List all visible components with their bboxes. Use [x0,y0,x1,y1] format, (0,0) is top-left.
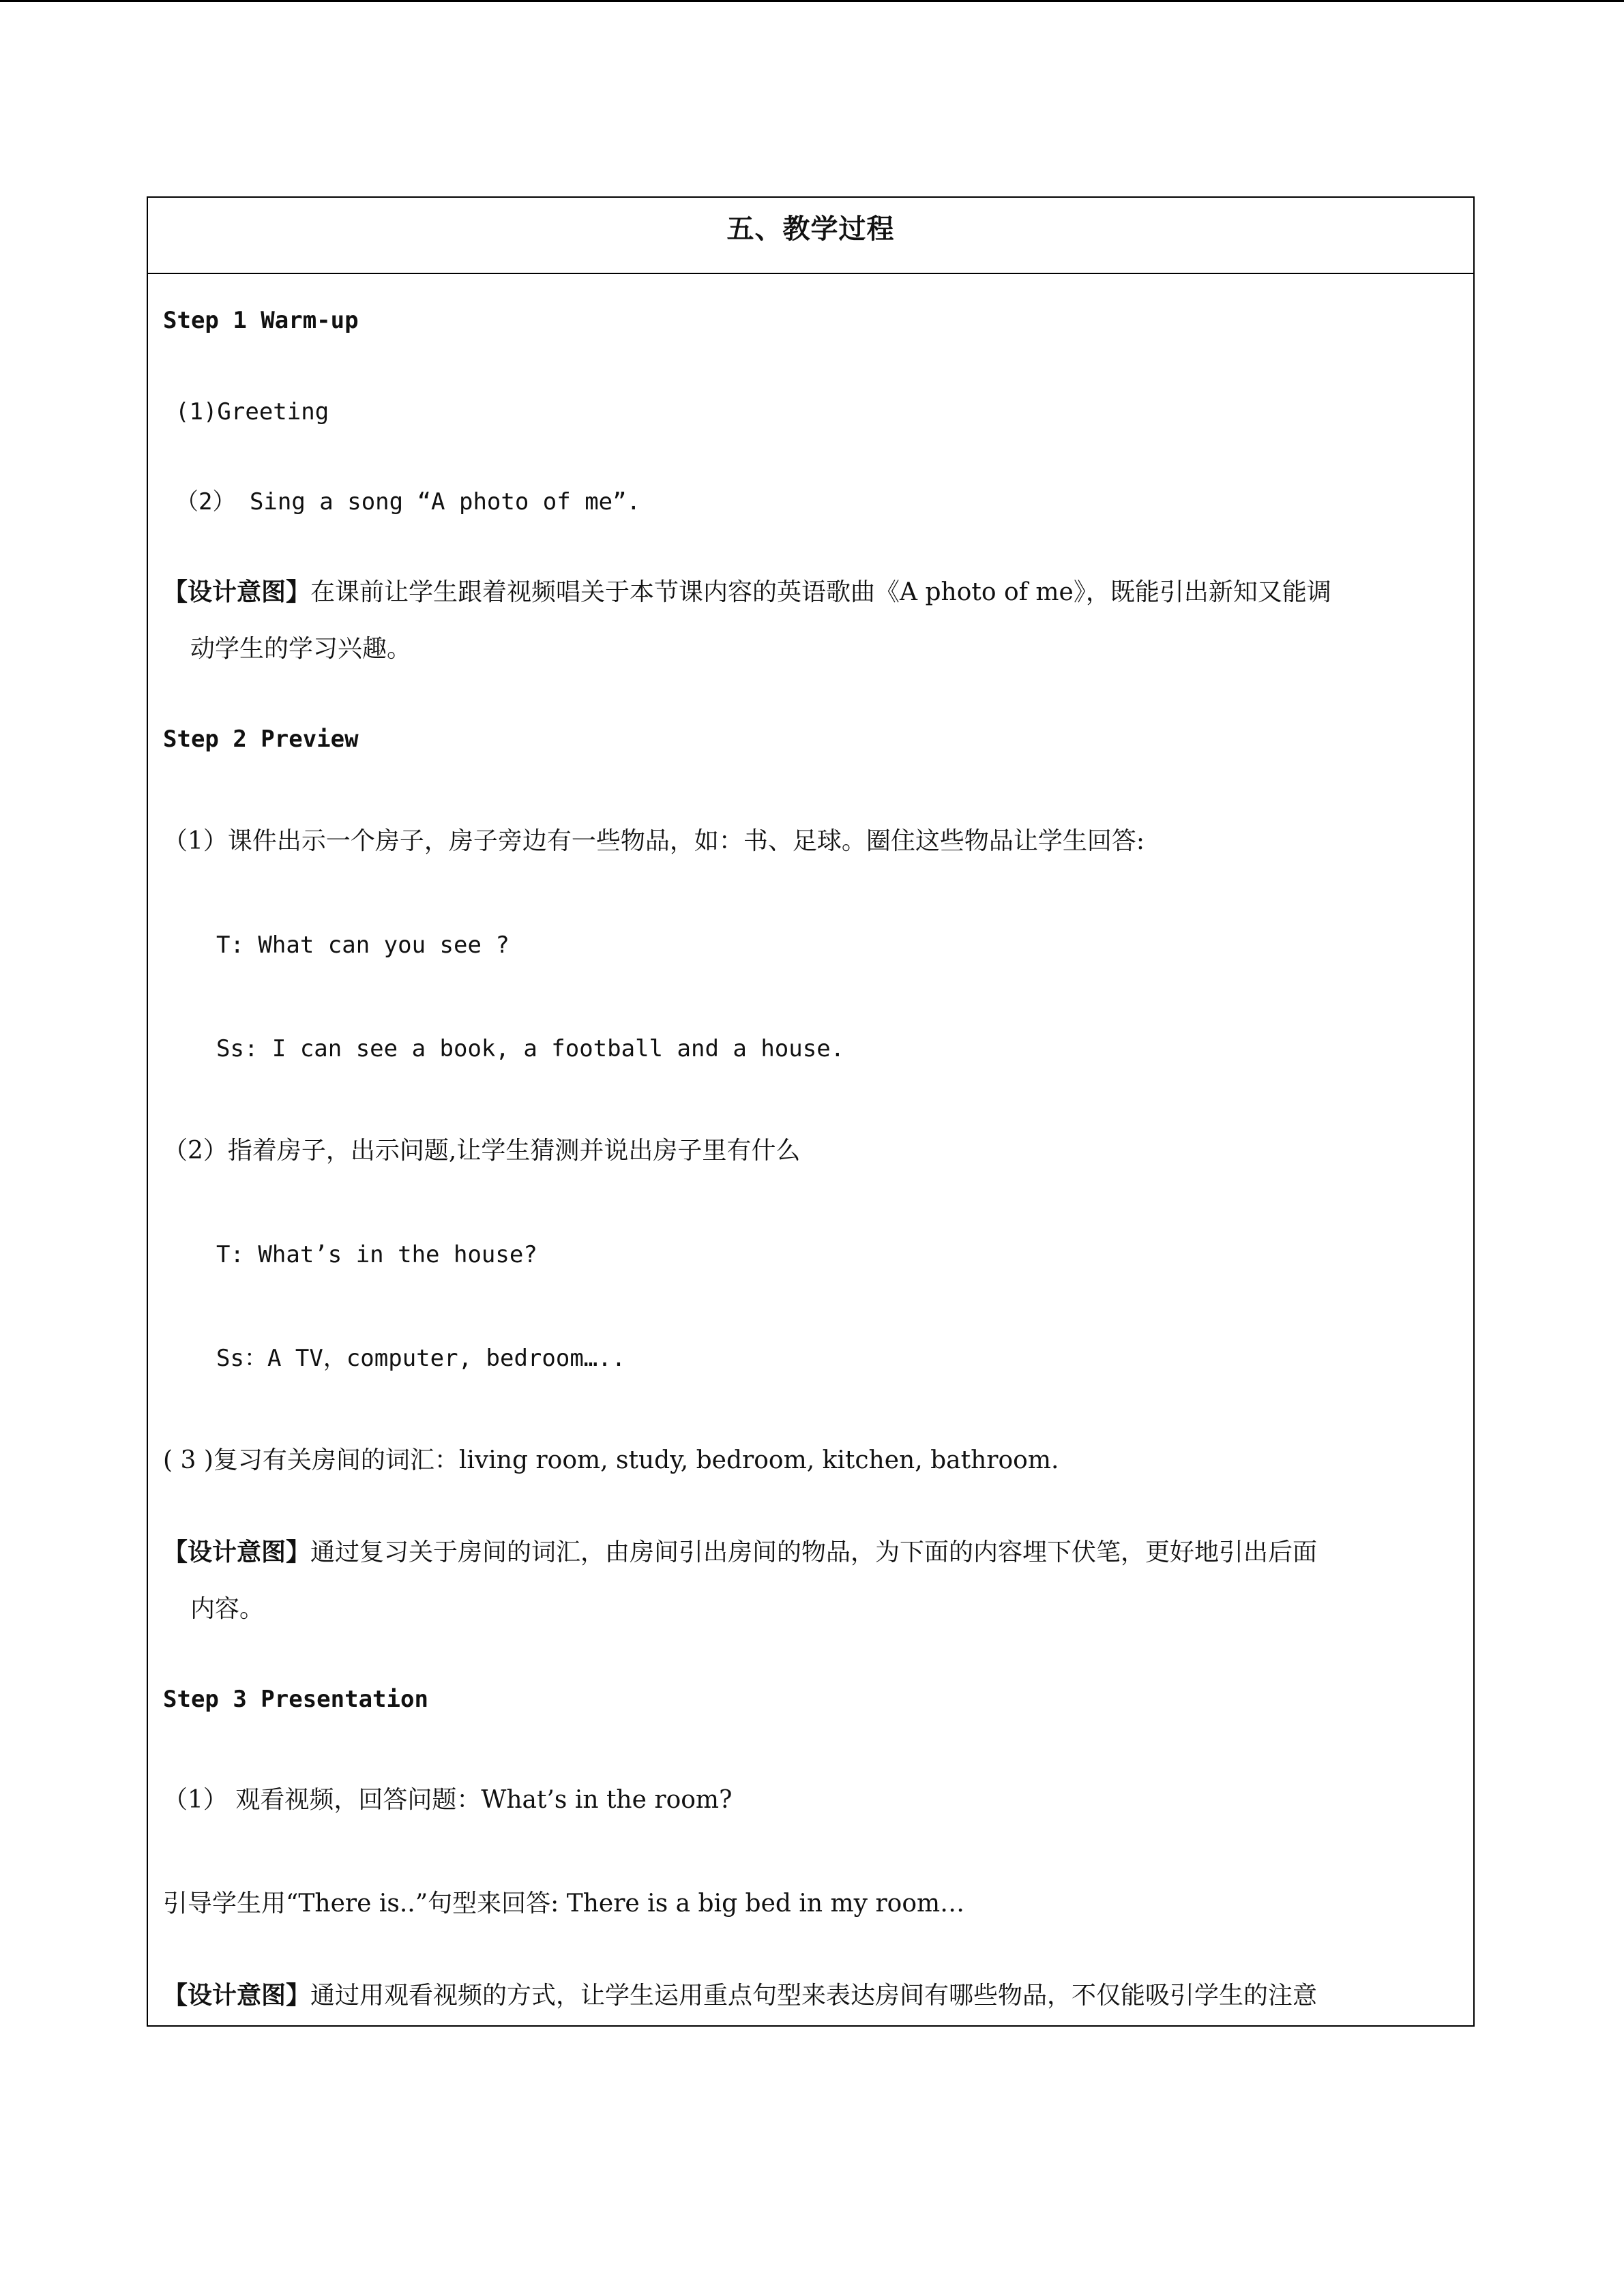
section-title: 五、教学过程 [726,213,895,245]
design-intent-label: 【设计意图】 [163,578,311,606]
page-top-rule [0,0,1624,2]
design-intent-text: 在课前让学生跟着视频唱关于本节课内容的英语歌曲《A photo of me》，既能引出新知又能调 [310,578,1331,606]
design-intent-text: 通过用观看视频的方式，让学生运用重点句型来表达房间有哪些物品，不仅能吸引学生的注意 [310,1982,1318,2010]
step3-item1: （1） 观看视频，回答问题：What’s in the room? [163,1786,733,1814]
table-header [148,198,1473,274]
design-intent-label: 【设计意图】 [163,1981,311,2010]
step3-item1-guide: 引导学生用“There is..”句型来回答: There is a big bed in my room… [163,1890,965,1918]
step2-design-intent [163,1537,1458,1568]
step2-item2-teacher: T: What’s in the house? [216,1241,537,1268]
step1-design-intent [163,577,1458,608]
step1-design-intent-cont: 动学生的学习兴趣。 [190,635,412,663]
step2-item2-students: Ss：A TV，computer, bedroom….. [216,1345,626,1372]
step2-item3: ( 3 )复习有关房间的词汇：living room, study, bedroom, kitchen, bathroom. [163,1446,1059,1474]
step2-design-intent-cont: 内容。 [190,1595,265,1623]
step2-item1-students: Ss: I can see a book, a football and a house. [216,1035,845,1062]
teaching-process-table [147,196,1475,2027]
step1-item1: (1)Greeting [175,398,329,426]
step1-title: Step 1 Warm-up [163,307,359,334]
design-intent-label: 【设计意图】 [163,1538,311,1566]
design-intent-text: 通过复习关于房间的词汇，由房间引出房间的物品，为下面的内容埋下伏笔，更好地引出后面 [310,1538,1318,1566]
step3-title: Step 3 Presentation [163,1686,428,1713]
step2-item2: （2）指着房子，出示问题,让学生猜测并说出房子里有什么 [163,1137,801,1165]
step3-design-intent [163,1980,1458,2011]
table-body [148,274,1473,2025]
step2-item1: （1）课件出示一个房子，房子旁边有一些物品，如：书、足球。圈住这些物品让学生回答: [163,827,1145,855]
step2-item1-teacher: T: What can you see ? [216,931,510,959]
step1-item2: （2） Sing a song “A photo of me”. [175,488,641,516]
step2-title: Step 2 Preview [163,726,359,753]
